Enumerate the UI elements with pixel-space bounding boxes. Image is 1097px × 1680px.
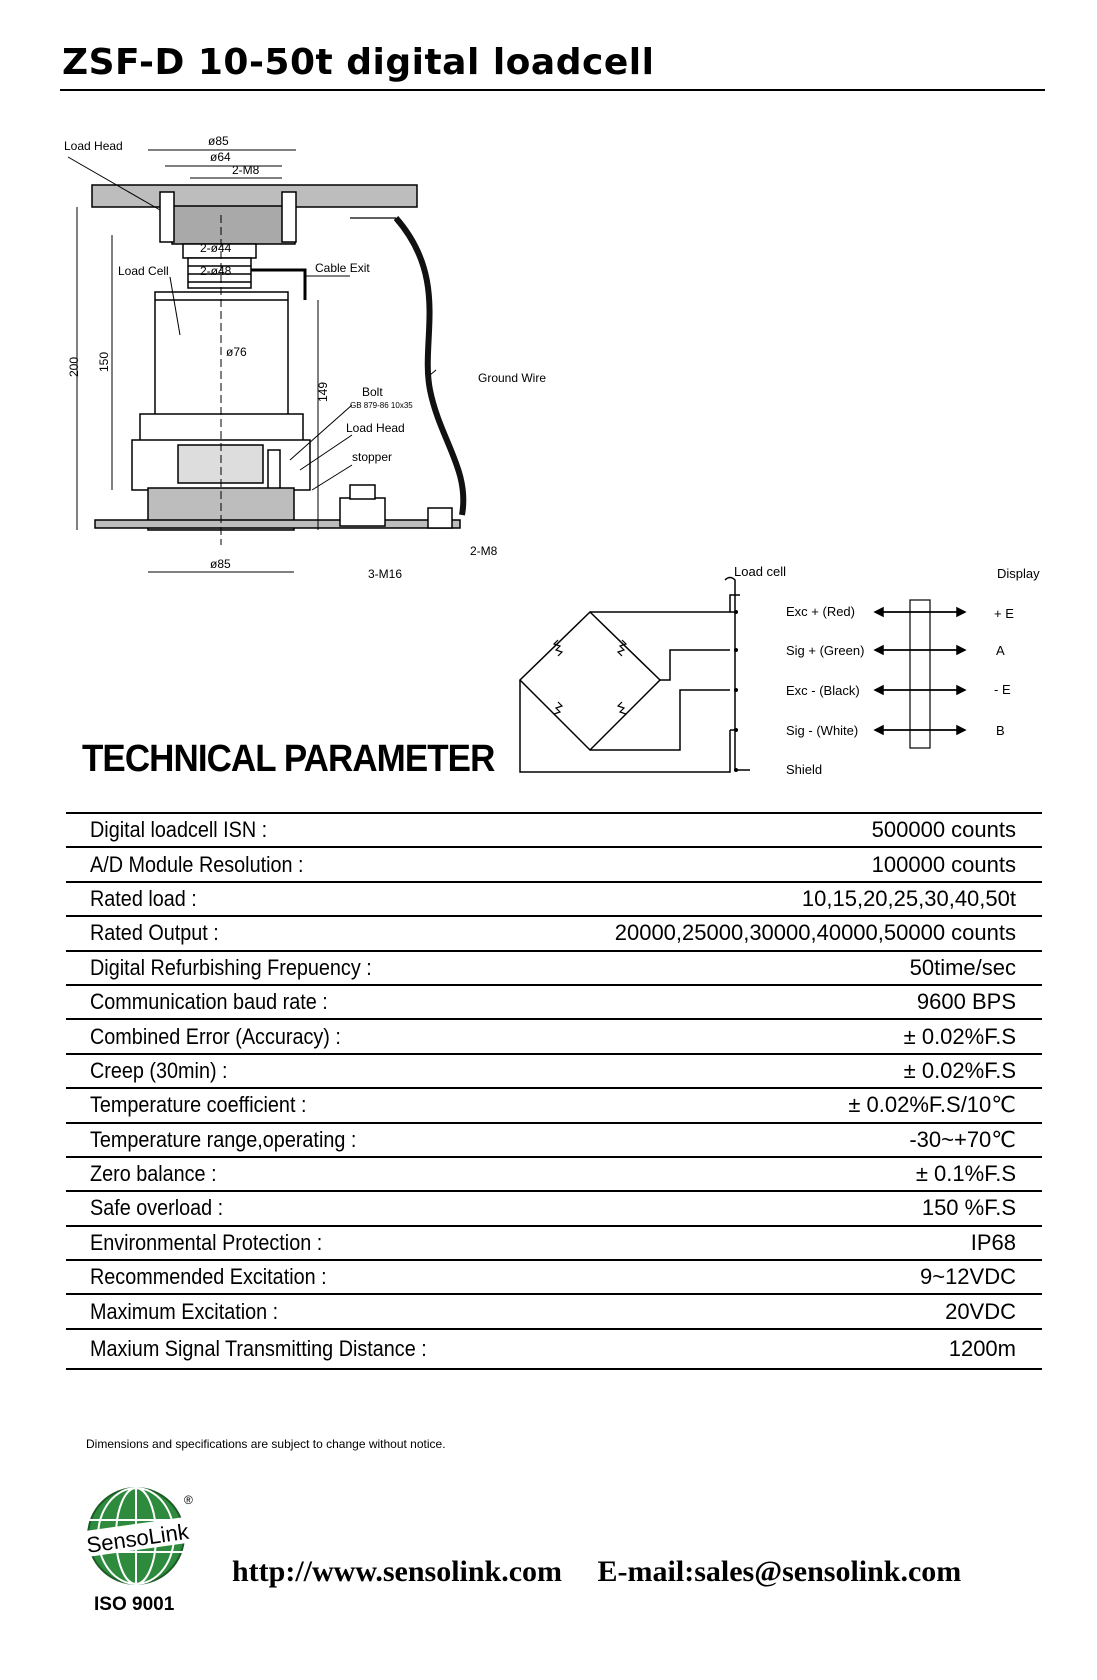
spec-label: Recommended Excitation : <box>90 1264 327 1290</box>
label-dia48: 2-ø48 <box>200 264 232 278</box>
spec-value: ± 0.1%F.S <box>915 1161 1016 1187</box>
ground-wire-path <box>396 218 463 515</box>
spec-value: 10,15,20,25,30,40,50t <box>801 885 1016 911</box>
label-dia64: ø64 <box>210 150 231 164</box>
section-heading: TECHNICAL PARAMETER <box>82 738 495 780</box>
display-a: A <box>996 643 1005 658</box>
spec-label: Rated load : <box>90 885 197 911</box>
spec-row <box>66 1192 1042 1226</box>
label-load-cell-wiring: Load cell <box>734 564 787 579</box>
label-load-head-bottom: Load Head <box>346 421 405 435</box>
load-head-top <box>172 206 295 244</box>
spec-row <box>66 1124 1042 1158</box>
spec-value: -30~+70℃ <box>909 1126 1016 1152</box>
label-load-cell: Load Cell <box>118 264 169 278</box>
wire-sig-minus: Sig - (White) <box>786 723 859 738</box>
spec-value: 9~12VDC <box>919 1264 1016 1290</box>
label-m8-top: 2-M8 <box>232 163 260 177</box>
spec-row <box>66 1089 1042 1123</box>
spec-value: 20VDC <box>945 1298 1016 1324</box>
wire-exc-plus: Exc + (Red) <box>786 604 855 619</box>
spec-row <box>66 1295 1042 1329</box>
spec-row <box>66 814 1042 848</box>
spec-label: A/D Module Resolution : <box>90 851 304 877</box>
spec-value: 500000 counts <box>871 817 1016 843</box>
wire-shield: Shield <box>786 762 823 777</box>
spec-label: Digital loadcell ISN : <box>90 817 268 843</box>
display-plus-e: + E <box>994 606 1014 621</box>
label-dim149: 149 <box>316 381 330 402</box>
label-dia85-bottom: ø85 <box>210 557 231 571</box>
spec-row <box>66 1330 1042 1370</box>
spec-value: 20000,25000,30000,40000,50000 counts <box>614 920 1016 946</box>
loadcell-dimension-drawing <box>0 100 600 600</box>
label-bolt: Bolt <box>362 385 383 399</box>
label-m16: 3-M16 <box>368 567 403 581</box>
wire-exc-minus: Exc - (Black) <box>786 683 860 698</box>
wire-sig-plus: Sig + (Green) <box>786 643 865 658</box>
spec-label: Temperature coefficient : <box>90 1092 307 1118</box>
spec-label: Temperature range,operating : <box>90 1126 357 1152</box>
spec-value: ± 0.02%F.S <box>903 1057 1016 1083</box>
spec-label: Creep (30min) : <box>90 1057 228 1083</box>
label-dia85-top: ø85 <box>208 134 229 148</box>
spec-row <box>66 848 1042 882</box>
spec-table <box>66 812 1042 1370</box>
label-dim150: 150 <box>97 351 111 372</box>
label-cable-exit: Cable Exit <box>315 261 370 275</box>
page-title: ZSF-D 10-50t digital loadcell <box>62 42 655 83</box>
logo-iso: ISO 9001 <box>94 1594 175 1615</box>
spec-label: Communication baud rate : <box>90 989 328 1015</box>
spec-value: 50time/sec <box>909 954 1016 980</box>
spec-label: Digital Refurbishing Frepuency : <box>90 954 372 980</box>
spec-label: Rated Output : <box>90 920 219 946</box>
spec-value: IP68 <box>970 1229 1016 1255</box>
disclaimer-notice: Dimensions and specifications are subject to change without notice. <box>86 1437 446 1451</box>
title-divider <box>60 89 1045 91</box>
spec-row <box>66 1020 1042 1054</box>
spec-row <box>66 1261 1042 1295</box>
spec-row <box>66 986 1042 1020</box>
display-minus-e: - E <box>994 682 1011 697</box>
spec-label: Safe overload : <box>90 1195 224 1221</box>
display-b: B <box>996 723 1005 738</box>
spec-label: Maximum Excitation : <box>90 1298 279 1324</box>
label-dim200: 200 <box>67 356 81 377</box>
website-link[interactable]: http://www.sensolink.com <box>232 1555 563 1588</box>
label-dia76: ø76 <box>226 345 247 359</box>
top-plate <box>92 185 417 207</box>
label-display: Display <box>997 566 1040 581</box>
spec-value: 9600 BPS <box>916 989 1016 1015</box>
label-m8-bottom: 2-M8 <box>470 544 498 558</box>
email-link[interactable]: E-mail:sales@sensolink.com <box>597 1555 962 1588</box>
spec-label: Zero balance : <box>90 1161 217 1187</box>
spec-row <box>66 1158 1042 1192</box>
label-bolt-spec: GB 879-86 10x35 <box>350 401 413 410</box>
spec-value: ± 0.02%F.S <box>903 1023 1016 1049</box>
spec-value: ± 0.02%F.S/10℃ <box>848 1092 1016 1118</box>
spec-row <box>66 917 1042 951</box>
spec-row <box>66 883 1042 917</box>
spec-value: 100000 counts <box>871 851 1016 877</box>
label-dia44: 2-ø44 <box>200 241 232 255</box>
spec-value: 1200m <box>948 1335 1016 1361</box>
spec-label: Maxium Signal Transmitting Distance : <box>90 1335 427 1361</box>
spec-label: Combined Error (Accuracy) : <box>90 1023 341 1049</box>
label-load-head-top: Load Head <box>64 139 123 153</box>
spec-value: 150 %F.S <box>921 1195 1016 1221</box>
spec-label: Environmental Protection : <box>90 1229 323 1255</box>
spec-row <box>66 1227 1042 1261</box>
spec-row <box>66 1055 1042 1089</box>
logo-registered: ® <box>184 1493 193 1507</box>
label-ground-wire: Ground Wire <box>478 371 547 385</box>
spec-row <box>66 952 1042 986</box>
logo-brand: SensoLink <box>84 1518 191 1558</box>
wheatstone-bridge <box>520 612 660 750</box>
footer-contact <box>232 1555 961 1589</box>
sensolink-logo <box>80 1480 200 1615</box>
wiring-diagram <box>500 560 1050 790</box>
label-stopper: stopper <box>352 450 393 464</box>
